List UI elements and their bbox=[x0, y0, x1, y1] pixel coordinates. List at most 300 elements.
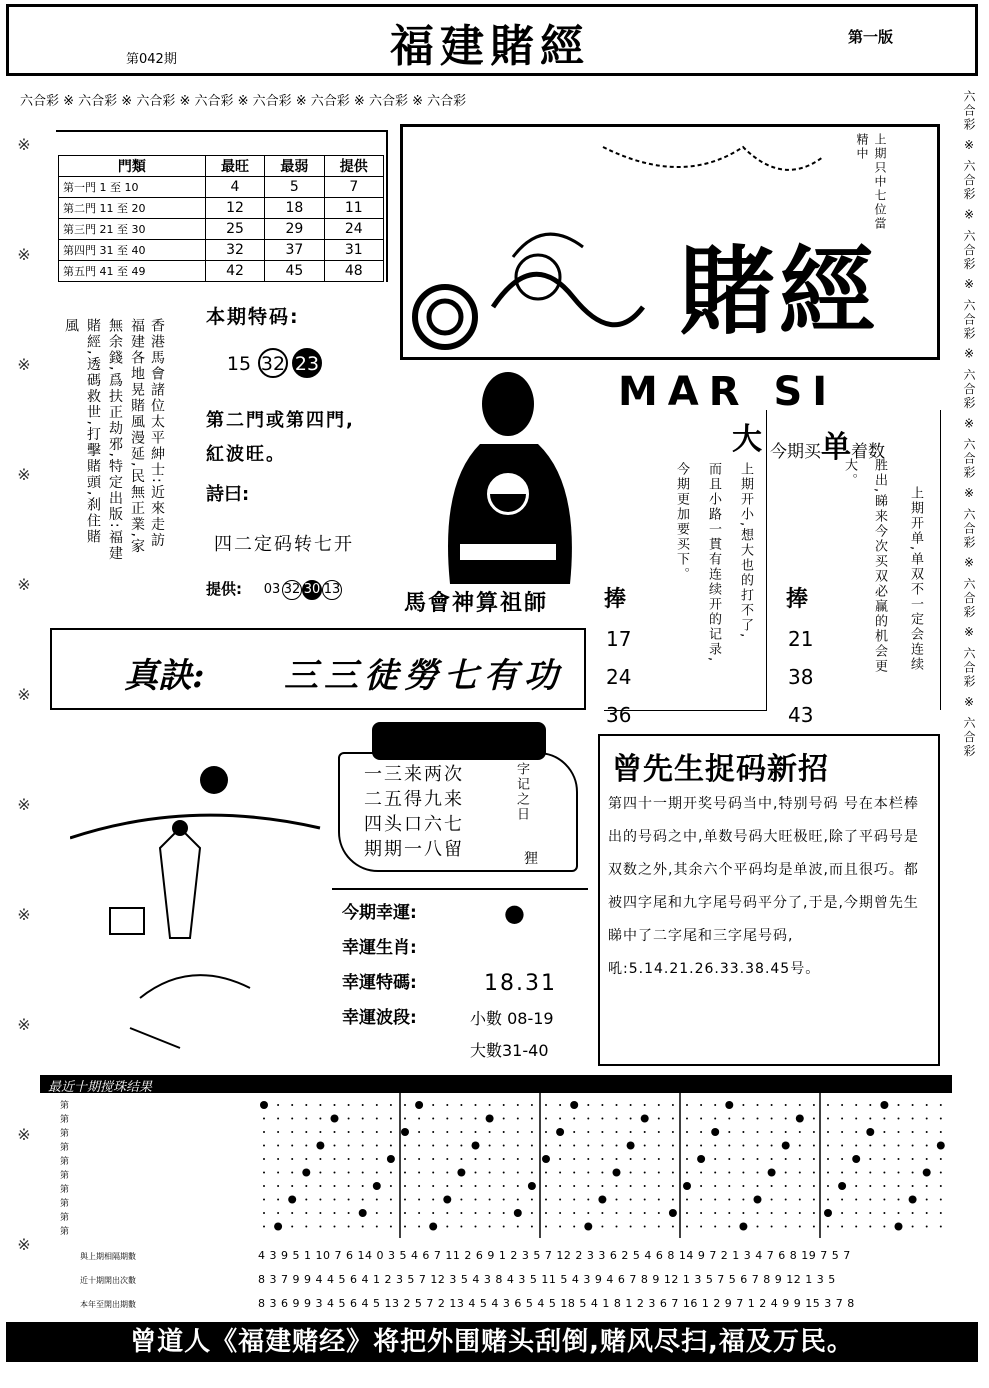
chart-dot bbox=[672, 1199, 674, 1201]
single-text: 大。 bbox=[842, 458, 857, 488]
chart-row-label: 第 bbox=[60, 1199, 70, 1209]
single-heading-big: 单 bbox=[821, 430, 851, 465]
chart-dot bbox=[475, 1185, 477, 1187]
scroll-line: 一三来两次 bbox=[364, 764, 464, 785]
chart-dot bbox=[348, 1118, 350, 1120]
logo-side-text: 上期只中七位當精中 bbox=[855, 133, 887, 231]
table-cell: 7 bbox=[324, 177, 383, 198]
chart-dot bbox=[489, 1104, 491, 1106]
chart-row-label: 第 bbox=[60, 1213, 70, 1223]
chart-dot bbox=[587, 1145, 589, 1147]
chart-dot bbox=[697, 1155, 705, 1163]
chart-dot bbox=[827, 1226, 829, 1228]
chart-dot bbox=[277, 1212, 279, 1214]
chart-dot bbox=[658, 1104, 660, 1106]
chart-dot bbox=[446, 1145, 448, 1147]
table-cell: 18 bbox=[265, 198, 324, 219]
chart-dot bbox=[855, 1104, 857, 1106]
chart-dot bbox=[940, 1131, 942, 1133]
chart-dot bbox=[700, 1118, 702, 1120]
chart-dot bbox=[799, 1104, 801, 1106]
chart-dot bbox=[460, 1118, 462, 1120]
chart-dot bbox=[573, 1118, 575, 1120]
chart-bottom-labels bbox=[80, 1245, 136, 1317]
chart-dot bbox=[827, 1131, 829, 1133]
chart-dot bbox=[587, 1104, 589, 1106]
provide-ball: 30 bbox=[302, 580, 322, 600]
chart-dot bbox=[489, 1145, 491, 1147]
chart-dot bbox=[728, 1145, 730, 1147]
table-cell: 4 bbox=[205, 177, 264, 198]
chart-dot bbox=[556, 1128, 564, 1136]
lucky-band-value: 小數 08-19 bbox=[470, 1009, 554, 1028]
chart-dot bbox=[940, 1226, 942, 1228]
chart-dot bbox=[644, 1226, 646, 1228]
chart-dot bbox=[305, 1199, 307, 1201]
chart-dot bbox=[785, 1104, 787, 1106]
chart-dot bbox=[517, 1158, 519, 1160]
chart-dot bbox=[728, 1172, 730, 1174]
scroll-poem bbox=[364, 762, 464, 862]
chart-dot bbox=[686, 1199, 688, 1201]
chart-dot bbox=[742, 1212, 744, 1214]
table-cell: 45 bbox=[265, 261, 324, 282]
chart-dot bbox=[531, 1226, 533, 1228]
chart-dot bbox=[883, 1118, 885, 1120]
chart-dot bbox=[658, 1118, 660, 1120]
chart-dot bbox=[669, 1209, 677, 1217]
table-cell: 第三門 21 至 30 bbox=[59, 219, 206, 240]
chart-dot bbox=[475, 1226, 477, 1228]
chart-dot bbox=[263, 1212, 265, 1214]
chart-dot bbox=[757, 1118, 759, 1120]
special-ball: 15 bbox=[226, 353, 252, 375]
chart-dot bbox=[841, 1199, 843, 1201]
chart-dot bbox=[898, 1158, 900, 1160]
chart-dot bbox=[503, 1199, 505, 1201]
chart-dot bbox=[869, 1104, 871, 1106]
chart-dot bbox=[390, 1212, 392, 1214]
chart-dot bbox=[587, 1118, 589, 1120]
chart-dot bbox=[912, 1226, 914, 1228]
chart-dot bbox=[460, 1145, 462, 1147]
chart-dot bbox=[672, 1185, 674, 1187]
chart-dot bbox=[291, 1118, 293, 1120]
chart-dot bbox=[799, 1145, 801, 1147]
chart-dot bbox=[827, 1199, 829, 1201]
chart-dot bbox=[601, 1185, 603, 1187]
chart-dot bbox=[559, 1212, 561, 1214]
chart-dot bbox=[517, 1118, 519, 1120]
chart-dot bbox=[869, 1212, 871, 1214]
chart-dot bbox=[260, 1101, 268, 1109]
chart-dot bbox=[616, 1118, 618, 1120]
chart-dot bbox=[785, 1226, 787, 1228]
left-decoration-strip: ※ ※ ※ ※ ※ ※ ※ ※ ※ ※ ※ bbox=[17, 135, 31, 1254]
big-number: 24 bbox=[606, 665, 632, 689]
chart-dot bbox=[813, 1199, 815, 1201]
chart-dot bbox=[277, 1145, 279, 1147]
chart-dot bbox=[460, 1226, 462, 1228]
chart-dot bbox=[489, 1131, 491, 1133]
chart-dot bbox=[319, 1212, 321, 1214]
chart-dot bbox=[545, 1104, 547, 1106]
logo-box bbox=[400, 124, 940, 360]
chart-dot bbox=[489, 1172, 491, 1174]
chart-dot bbox=[263, 1199, 265, 1201]
left-column-text: 無余錢,爲扶正劫邪,特定出版:福建 bbox=[107, 318, 123, 562]
chart-dot bbox=[757, 1158, 759, 1160]
chart-dot bbox=[432, 1199, 434, 1201]
chart-dot bbox=[263, 1118, 265, 1120]
chart-dot bbox=[742, 1145, 744, 1147]
chart-dot bbox=[672, 1172, 674, 1174]
table-cell: 5 bbox=[265, 177, 324, 198]
chart-dot bbox=[728, 1199, 730, 1201]
chart-dot bbox=[570, 1101, 578, 1109]
chart-dot bbox=[291, 1104, 293, 1106]
chart-dot bbox=[782, 1142, 790, 1150]
chart-dot bbox=[841, 1104, 843, 1106]
chart-dot bbox=[319, 1185, 321, 1187]
chart-dot bbox=[545, 1131, 547, 1133]
scroll-line: 二五得九来 bbox=[364, 789, 464, 810]
chart-dot bbox=[559, 1118, 561, 1120]
provide-balls bbox=[262, 578, 342, 600]
chart-dot bbox=[559, 1158, 561, 1160]
chart-dot bbox=[855, 1118, 857, 1120]
chart-dot bbox=[559, 1104, 561, 1106]
chart-dot bbox=[757, 1145, 759, 1147]
chart-dot bbox=[742, 1131, 744, 1133]
chart-dot bbox=[263, 1145, 265, 1147]
chart-dot bbox=[728, 1158, 730, 1160]
chart-dot bbox=[475, 1172, 477, 1174]
chart-dot bbox=[429, 1223, 437, 1231]
chart-dot bbox=[559, 1185, 561, 1187]
chart-dot bbox=[288, 1196, 296, 1204]
left-column-text: 香港馬會諸位太平紳士:近來走訪 bbox=[149, 318, 165, 549]
chart-dot bbox=[305, 1104, 307, 1106]
chart-dot bbox=[700, 1172, 702, 1174]
lucky-extra: 大數31-40 bbox=[470, 1041, 549, 1060]
chart-dot bbox=[559, 1199, 561, 1201]
chart-dot bbox=[418, 1131, 420, 1133]
chart-dot bbox=[587, 1158, 589, 1160]
chart-dot bbox=[644, 1185, 646, 1187]
right-banner-strip: 六合彩 ※ 六合彩 ※ 六合彩 ※ 六合彩 ※ 六合彩 ※ 六合彩 ※ 六合彩 ※ 六合彩 ※ 六合彩 ※ 六合彩 bbox=[962, 90, 976, 759]
chart-dot bbox=[799, 1158, 801, 1160]
chart-dot bbox=[672, 1118, 674, 1120]
chart-dot bbox=[898, 1199, 900, 1201]
chart-dot bbox=[771, 1226, 773, 1228]
table-cell: 第二門 11 至 20 bbox=[59, 198, 206, 219]
chart-dot bbox=[683, 1182, 691, 1190]
chart-row-label: 第 bbox=[60, 1143, 70, 1153]
chart-dot bbox=[503, 1118, 505, 1120]
chart-dot bbox=[841, 1172, 843, 1174]
chart-dot bbox=[573, 1145, 575, 1147]
chart-dot bbox=[531, 1172, 533, 1174]
chart-dot bbox=[446, 1226, 448, 1228]
chart-dot bbox=[869, 1185, 871, 1187]
chart-dot bbox=[362, 1185, 364, 1187]
chart-dot bbox=[503, 1212, 505, 1214]
zeng-title: 曾先生捉码新招 bbox=[612, 752, 829, 787]
chart-dot bbox=[305, 1145, 307, 1147]
table-cell: 第一門 1 至 10 bbox=[59, 177, 206, 198]
chart-dot bbox=[362, 1131, 364, 1133]
chart-dot bbox=[841, 1212, 843, 1214]
provide-ball: 32 bbox=[282, 580, 302, 600]
chart-dot bbox=[601, 1118, 603, 1120]
chart-dot bbox=[714, 1145, 716, 1147]
chart-dot bbox=[531, 1158, 533, 1160]
chart-dot bbox=[514, 1209, 522, 1217]
edition-label: 第一版 bbox=[848, 28, 894, 46]
chart-dot bbox=[757, 1131, 759, 1133]
chart-dot bbox=[714, 1185, 716, 1187]
chart-dot bbox=[376, 1158, 378, 1160]
special-ball: 32 bbox=[258, 348, 288, 378]
chart-dot bbox=[460, 1199, 462, 1201]
chart-dot bbox=[700, 1131, 702, 1133]
chart-dot bbox=[432, 1172, 434, 1174]
chart-dot bbox=[486, 1115, 494, 1123]
chart-dot bbox=[613, 1169, 621, 1177]
chart-dot bbox=[616, 1158, 618, 1160]
table-cell: 第四門 31 至 40 bbox=[59, 240, 206, 261]
chart-dot bbox=[531, 1145, 533, 1147]
chart-dot bbox=[912, 1145, 914, 1147]
chart-dot bbox=[348, 1145, 350, 1147]
chart-dot bbox=[644, 1199, 646, 1201]
chart-dot bbox=[573, 1131, 575, 1133]
chart-dot bbox=[898, 1104, 900, 1106]
chart-dot bbox=[644, 1172, 646, 1174]
chart-dot bbox=[348, 1199, 350, 1201]
chart-dot bbox=[757, 1212, 759, 1214]
chart-dot bbox=[869, 1158, 871, 1160]
table-header: 提供 bbox=[324, 156, 383, 177]
single-text: 胜出,睇来今次买双必赢的机会更 bbox=[872, 458, 887, 675]
chart-dot bbox=[601, 1131, 603, 1133]
chart-dot bbox=[319, 1172, 321, 1174]
chart-dot bbox=[573, 1172, 575, 1174]
chart-dot bbox=[319, 1118, 321, 1120]
chart-dot bbox=[291, 1131, 293, 1133]
chart-dot bbox=[404, 1158, 406, 1160]
chart-dot bbox=[390, 1131, 392, 1133]
chart-dot bbox=[390, 1104, 392, 1106]
chart-dot bbox=[883, 1185, 885, 1187]
chart-dot bbox=[460, 1104, 462, 1106]
chart-dot bbox=[404, 1226, 406, 1228]
chart-dot bbox=[940, 1158, 942, 1160]
chart-dot bbox=[432, 1145, 434, 1147]
chart-dot bbox=[898, 1212, 900, 1214]
chart-dot bbox=[291, 1172, 293, 1174]
single-numbers bbox=[788, 620, 813, 734]
big-heading: 大 bbox=[732, 422, 762, 457]
chart-dot bbox=[644, 1104, 646, 1106]
chart-dot bbox=[686, 1118, 688, 1120]
chart-dot bbox=[883, 1158, 885, 1160]
chart-dot bbox=[940, 1172, 942, 1174]
chart-dot bbox=[813, 1131, 815, 1133]
single-heading bbox=[770, 422, 885, 466]
chart-dot bbox=[291, 1185, 293, 1187]
chart-dot bbox=[883, 1199, 885, 1201]
chart-dot bbox=[446, 1104, 448, 1106]
special-line1: 第二門或第四門, bbox=[206, 410, 355, 431]
chart-dot bbox=[404, 1145, 406, 1147]
single-heading-post: 着数 bbox=[851, 442, 885, 462]
chart-dot bbox=[926, 1226, 928, 1228]
chart-dot bbox=[373, 1182, 381, 1190]
chart-dot bbox=[940, 1118, 942, 1120]
single-number: 43 bbox=[788, 703, 814, 727]
chart-dot bbox=[348, 1185, 350, 1187]
chart-dot bbox=[898, 1118, 900, 1120]
chart-dot bbox=[785, 1212, 787, 1214]
chart-dot bbox=[277, 1158, 279, 1160]
chart-dot bbox=[503, 1145, 505, 1147]
chart-dot bbox=[658, 1158, 660, 1160]
chart-dot bbox=[616, 1185, 618, 1187]
chart-row-label: 第 bbox=[60, 1115, 70, 1125]
chart-dot bbox=[630, 1158, 632, 1160]
chart-dot bbox=[376, 1172, 378, 1174]
chart-dot bbox=[587, 1199, 589, 1201]
chart-dot bbox=[418, 1185, 420, 1187]
chart-dot bbox=[940, 1212, 942, 1214]
chart-dot bbox=[517, 1172, 519, 1174]
chart-dot bbox=[869, 1226, 871, 1228]
chart-dot bbox=[926, 1131, 928, 1133]
chart-dot bbox=[883, 1145, 885, 1147]
chart-dot bbox=[559, 1145, 561, 1147]
chart-dot bbox=[446, 1185, 448, 1187]
footer-banner: 曾道人《福建赌经》将把外围赌头刮倒,赌风尽扫,福及万民。 bbox=[6, 1322, 978, 1362]
chart-dot bbox=[827, 1172, 829, 1174]
deity-caption: 馬會神算祖師 bbox=[404, 591, 549, 616]
chart-dot bbox=[531, 1104, 533, 1106]
truth-box bbox=[50, 628, 586, 710]
chart-dot bbox=[686, 1145, 688, 1147]
chart-dot bbox=[390, 1145, 392, 1147]
chart-dot bbox=[926, 1104, 928, 1106]
chart-dot bbox=[362, 1199, 364, 1201]
masthead-title: 福建賭經 bbox=[390, 21, 590, 72]
chart-dot bbox=[390, 1199, 392, 1201]
chart-dot bbox=[672, 1226, 674, 1228]
chart-dot bbox=[714, 1158, 716, 1160]
chart-dot bbox=[672, 1158, 674, 1160]
scholar-illustration bbox=[70, 758, 340, 1058]
chart-dot bbox=[517, 1145, 519, 1147]
chart-dot bbox=[926, 1158, 928, 1160]
chart-dot bbox=[348, 1104, 350, 1106]
chart-dot bbox=[757, 1172, 759, 1174]
chart-dot bbox=[700, 1226, 702, 1228]
chart-dot bbox=[754, 1196, 762, 1204]
chart-dot bbox=[302, 1169, 310, 1177]
chart-dot bbox=[714, 1212, 716, 1214]
zeng-box bbox=[598, 734, 940, 1066]
chart-dot bbox=[418, 1145, 420, 1147]
chart-dot bbox=[813, 1118, 815, 1120]
chart-dot bbox=[503, 1104, 505, 1106]
lucky-label: 幸運波段: bbox=[342, 1008, 417, 1028]
chart-dot bbox=[771, 1185, 773, 1187]
chart-dot bbox=[475, 1118, 477, 1120]
chart-dot bbox=[785, 1172, 787, 1174]
table-cell: 24 bbox=[324, 219, 383, 240]
chart-dot bbox=[728, 1131, 730, 1133]
chart-dot bbox=[489, 1158, 491, 1160]
left-column-text: 福建各地晃賭風漫延,民無正業,家 bbox=[129, 318, 145, 555]
chart-dot bbox=[334, 1185, 336, 1187]
chart-dot bbox=[866, 1128, 874, 1136]
chart-dot bbox=[319, 1131, 321, 1133]
deity-illustration bbox=[420, 364, 590, 584]
chart-dot bbox=[319, 1226, 321, 1228]
chart-dot bbox=[880, 1101, 888, 1109]
table-row bbox=[59, 177, 384, 198]
chart-dot bbox=[926, 1118, 928, 1120]
table-row bbox=[59, 198, 384, 219]
chart-dot bbox=[531, 1131, 533, 1133]
chart-dot bbox=[390, 1118, 392, 1120]
chart-dot bbox=[686, 1226, 688, 1228]
chart-dot bbox=[489, 1212, 491, 1214]
chart-dot bbox=[757, 1104, 759, 1106]
chart-dot bbox=[503, 1172, 505, 1174]
chart-dot bbox=[489, 1199, 491, 1201]
chart-dot bbox=[700, 1145, 702, 1147]
chart-dot bbox=[319, 1158, 321, 1160]
chart-dot bbox=[460, 1185, 462, 1187]
chart-dot bbox=[334, 1172, 336, 1174]
chart-dot bbox=[376, 1145, 378, 1147]
provide-ball: 03 bbox=[263, 582, 281, 597]
chart-dot bbox=[838, 1182, 846, 1190]
chart-dot bbox=[528, 1182, 536, 1190]
chart-dot bbox=[898, 1145, 900, 1147]
chart-dot bbox=[883, 1131, 885, 1133]
chart-dot bbox=[475, 1104, 477, 1106]
chart-dot bbox=[799, 1172, 801, 1174]
provide-ball: 13 bbox=[322, 580, 342, 600]
chart-dot bbox=[912, 1118, 914, 1120]
scroll-line: 四头口六七 bbox=[364, 814, 464, 835]
chart-dot bbox=[714, 1118, 716, 1120]
chart-dot bbox=[334, 1145, 336, 1147]
chart-dot bbox=[898, 1131, 900, 1133]
chart-dot bbox=[277, 1131, 279, 1133]
chart-dot bbox=[291, 1145, 293, 1147]
chart-dot bbox=[587, 1185, 589, 1187]
chart-dot bbox=[785, 1199, 787, 1201]
chart-dot bbox=[799, 1131, 801, 1133]
chart-dot bbox=[263, 1226, 265, 1228]
lucky-special-value: 18.31 bbox=[484, 971, 557, 996]
chart-dot bbox=[841, 1158, 843, 1160]
chart-dot bbox=[601, 1104, 603, 1106]
chart-dot bbox=[771, 1158, 773, 1160]
zeng-body: 第四十一期开奖号码当中,特别号码 号在本栏棒出的号码之中,单数号码大旺极旺,除了平码号是双数之外,其余六个平码均是单波,而且很巧。都被四字尾和九字尾号码平分了,于是,今期曾先生睇中了二字尾和三字尾号码,吼:5.14.21.26.33.38.45号。 bbox=[608, 796, 919, 977]
